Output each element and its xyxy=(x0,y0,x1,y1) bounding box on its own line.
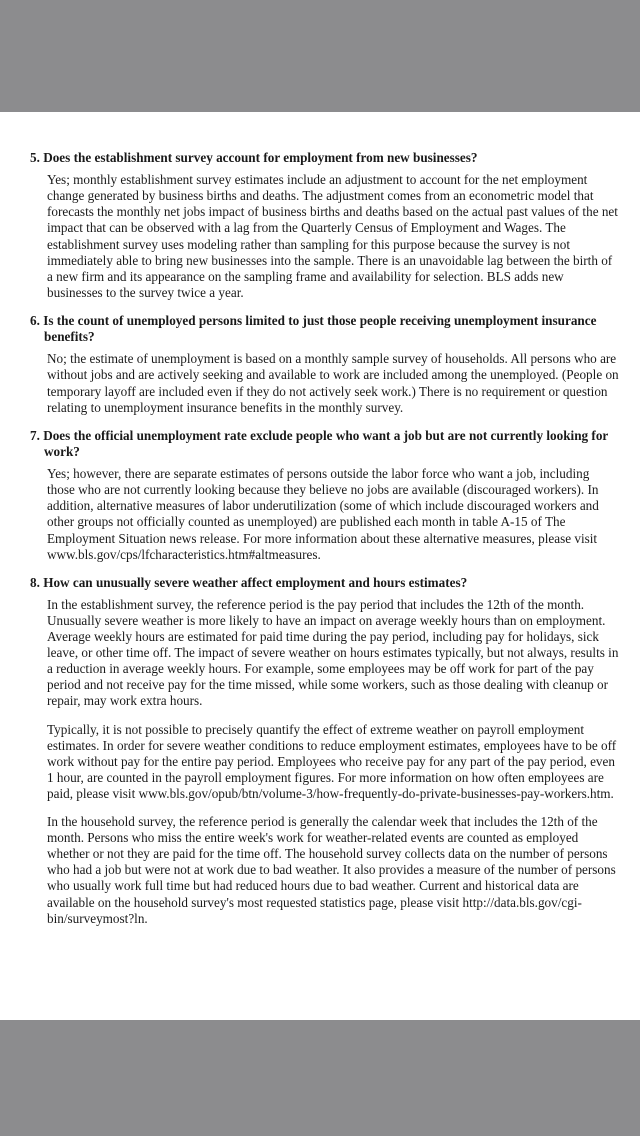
answer-paragraph: Yes; however, there are separate estimates of persons outside the labor force who want a job, including those who are not currently looking because they believe no jobs are available (discouraged workers). In addition, alternative measures of labor underutilization (some of which include discouraged workers and other groups not officially counted as unemployed) are published each month in table A-15 of The Employment Situation news release. For more information about these alternative measures, please visit www.bls.gov/cps/lfcharacteristics.htm#altmeasures. xyxy=(47,466,599,562)
answer-paragraph: No; the estimate of unemployment is based on a monthly sample survey of households. All persons who are without jobs and are actively seeking and available to work are included among the unemployed. (People on temporary layoff are included even if they do not actively seek work.) There is no requirement or question relating to unemployment insurance benefits in the monthly survey. xyxy=(47,351,619,415)
answer-paragraph: In the establishment survey, the reference period is the pay period that includes the 12th of the month. Unusually severe weather is more likely to have an impact on average weekly hours than on employment. Average weekly hours are estimated for paid time during the pay period, including pay for holidays, sick leave, or other time off. The impact of severe weather on hours estimates typically, but not always, results in a reduction in average weekly hours. For example, some employees may be off work for part of the pay period and not receive pay for the time missed, while some workers, such as those dealing with cleanup or repair, may work extra hours. xyxy=(47,596,619,709)
answer-paragraph: In the household survey, the reference period is generally the calendar week that includes the 12th of the month. Persons who miss the entire week's work for weather-related events are counted as employed whether or not they are paid for the time off. The household survey collects data on the number of persons who had a job but were not at work due to bad weather. It also provides a measure of the number of persons who usually work full time but had reduced hours due to bad weather. Current and historical data are available on the household survey's most requested statistics page, please visit http://data.bls.gov/cgi-bin/surveymost?ln. xyxy=(47,814,616,926)
question-heading: 8. How can unusually severe weather affect employment and hours estimates? xyxy=(30,574,468,590)
question-heading: 7. Does the official unemployment rate exclude people who want a job but are not currently looking for work? xyxy=(30,427,609,459)
faq-item-7 xyxy=(30,428,620,563)
document-page xyxy=(0,112,640,1020)
answer-paragraph: Typically, it is not possible to precisely quantify the effect of extreme weather on payroll employment estimates. In order for severe weather conditions to reduce employment estimates, employees have to be off work without pay for the entire pay period. Employees who receive pay for any part of the pay period, even 1 hour, are counted in the payroll employment figures. For more information on how often employees are paid, please visit www.bls.gov/opub/btn/volume-3/how-frequently-do-private-businesses-pay-workers.htm. xyxy=(47,721,617,801)
faq-item-6 xyxy=(30,313,620,416)
question-heading: 6. Is the count of unemployed persons limited to just those people receiving unemployment insurance benefits? xyxy=(30,312,597,345)
faq-item-8 xyxy=(30,575,620,927)
answer-paragraph: Yes; monthly establishment survey estimates include an adjustment to account for the net employment change generated by business births and deaths. The adjustment comes from an econometric model that forecasts the monthly net jobs impact of business births and deaths based on the actual past values of the net impact that can be observed with a lag from the Quarterly Census of Employment and Wages. The establishment survey uses modeling rather than sampling for this purpose because the survey is not immediately able to bring new businesses into the sample. There is an unavoidable lag between the birth of a new firm and its appearance on the sampling frame and availability for selection. BLS adds new businesses to the survey twice a year. xyxy=(47,172,618,300)
faq-item-5 xyxy=(30,150,620,301)
question-heading: 5. Does the establishment survey account for employment from new businesses? xyxy=(30,150,478,165)
